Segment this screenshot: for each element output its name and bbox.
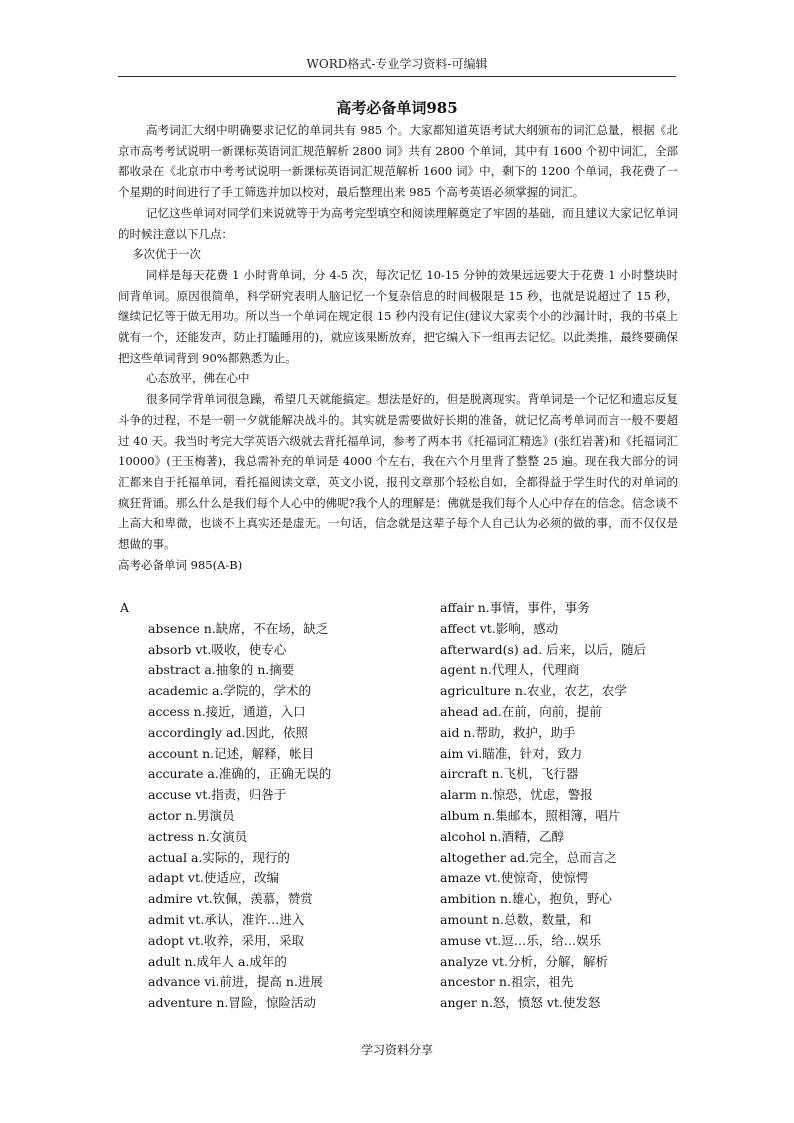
word-entry: adventure n.冒险，惊险活动	[148, 995, 316, 1011]
word-entry: agent n.代理人，代理商	[440, 662, 580, 678]
word-entry: alarm n.惊恐，忧虑，警报	[440, 787, 593, 803]
word-entry: amuse vt.逗…乐，给…娱乐	[440, 932, 602, 948]
word-entry: afterward(s) ad. 后来，以后，随后	[440, 641, 647, 657]
word-entry: album n.集邮本，照相簿，唱片	[440, 807, 621, 823]
word-entry: affair n.事情，事件，事务	[440, 600, 590, 615]
word-entry: agriculture n.农业，农艺，农学	[440, 683, 627, 699]
word-entry: alcohol n.酒精，乙醇	[440, 828, 565, 844]
paragraph-advice: 记忆这些单词对同学们来说就等于为高考完型填空和阅读理解奠定了牢固的基础，而且建议大家记忆单词的时候注意以下几点：	[118, 205, 678, 241]
document-title: 高考必备单词985	[336, 99, 458, 117]
word-entry: absorb vt.吸收，使专心	[148, 641, 287, 657]
paragraph-repetition: 同样是每天花费 1 小时背单词，分 4-5 次，每次记忆 10-15 分钟的效果远远要大于花费 1 小时整块时间背单词。原因很简单，科学研究表明人脑记忆一个复杂信息的时间极限是 15 秒，也就是说超过了 15 秒，继续记忆等于做无用功。所以当一个单词在规定很 15 秒内没有记住(建议大家卖个小的沙漏计时，我的书桌上就有一个，还能发声，防止打瞌睡用的)，就应该果断放弃，把它编入下一组再去记忆。以此类推，最终要确保把这些单词背到 90%都熟悉为止。	[118, 267, 678, 365]
word-entry: absence n.缺席，不在场，缺乏	[148, 620, 329, 636]
word-entry: actual a.实际的，现行的	[148, 849, 290, 865]
section-label: 高考必备单词 985(A-B)	[118, 557, 243, 572]
letter-heading: A	[120, 600, 130, 615]
word-entry: academic a.学院的，学术的	[148, 683, 312, 699]
word-entry: advance vi.前进，提高 n.进展	[148, 974, 323, 990]
word-list-right	[440, 598, 740, 1014]
word-entry: adult n.成年人 a.成年的	[148, 953, 287, 969]
paragraph-intro: 高考词汇大纲中明确要求记忆的单词共有 985 个。大家都知道英语考试大纲颁布的词汇总量，根据《北京市高考考试说明一新课标英语词汇规范解析 2800 词》共有 2800 个单词，其中有 1600 个初中词汇，全部都收录在《北京市中考考试说明一新课标英语词汇规范解析 1600 词》中，剩下的 1200 个单词，我花费了一个星期的时间进行了手工筛选并加以校对，最后整理出来 985 个高考英语必须掌握的词汇。	[118, 123, 678, 200]
word-entry: amount n.总数，数量，和	[440, 911, 592, 927]
word-entry: altogether ad.完全，总而言之	[440, 849, 617, 865]
paragraph-mindset: 很多同学背单词很急躁，希望几天就能搞定。想法是好的，但是脱离现实。背单词是一个记忆和遗忘反复斗争的过程，不是一朝一夕就能解决战斗的。其实就是需要做好长期的准备，就记忆高考单词而言一般不要超过 40 天。我当时考完大学英语六级就去背托福单词，参考了两本书《托福词汇精选》(张红岩著)和《托福词汇 10000》(王玉梅著)，我总需补充的单词是 4000 个左右，我在六个月里背了整整 25 遍。现在我大部分的词汇都来自于托福单词，看托福阅读文章，英文小说，报刊文章那个轻松自如，全都得益于学生时代的对单词的疯狂背诵。那么什么是我们每个人心中的佛呢?我个人的理解是：佛就是我们每个人心中存在的信念。信念谈不上高大和卑微，也谈不上真实还是虚无。一句话，信念就是这辈子每个人自己认为必须的做的事，而不仅仅是想做的事。	[118, 392, 678, 552]
heading-mindset: 心态放平，佛在心中	[146, 371, 250, 386]
word-entry: admire vt.钦佩，羡慕，赞赏	[148, 891, 313, 907]
page-footer: 学习资料分享	[360, 1043, 433, 1057]
word-entry: account n.记述，解释，帐目	[148, 745, 315, 761]
word-entry: accordingly ad.因此，依照	[148, 724, 308, 740]
word-entry: access n.接近，通道，入口	[148, 703, 306, 719]
page-header: WORD格式-专业学习资料-可编辑	[118, 55, 676, 77]
word-entry: aircraft n.飞机，飞行器	[440, 766, 579, 782]
intro-text	[118, 120, 678, 575]
word-entry: aim vi.瞄准，针对，致力	[440, 745, 583, 761]
word-entry: admit vt.承认，准许…进入	[148, 911, 305, 927]
word-entry: affect vt.影响，感动	[440, 620, 559, 636]
word-entry: aid n.帮助，救护，助手	[440, 724, 576, 740]
word-entry: ambition n.雄心，抱负，野心	[440, 891, 612, 907]
word-entry: accurate a.准确的，正确无误的	[148, 766, 332, 782]
heading-repetition: 多次优于一次	[132, 247, 201, 262]
word-entry: adopt vt.收养，采用，采取	[148, 932, 305, 948]
word-list-left	[120, 598, 420, 1014]
word-entry: ahead ad.在前，向前，提前	[440, 703, 602, 719]
word-entry: accuse vt.指责，归咎于	[148, 787, 287, 803]
word-entry: actor n.男演员	[148, 807, 235, 823]
word-entry: analyze vt.分析，分解，解析	[440, 953, 609, 969]
word-entry: ancestor n.祖宗，祖先	[440, 974, 574, 990]
word-entry: amaze vt.使惊奇，使惊愕	[440, 870, 589, 886]
word-entry: adapt vt.使适应，改编	[148, 870, 279, 886]
word-entry: abstract a.抽象的 n.摘要	[148, 662, 295, 678]
word-entry: anger n.怒，愤怒 vt.使发怒	[440, 995, 601, 1011]
word-entry: actress n.女演员	[148, 828, 248, 844]
